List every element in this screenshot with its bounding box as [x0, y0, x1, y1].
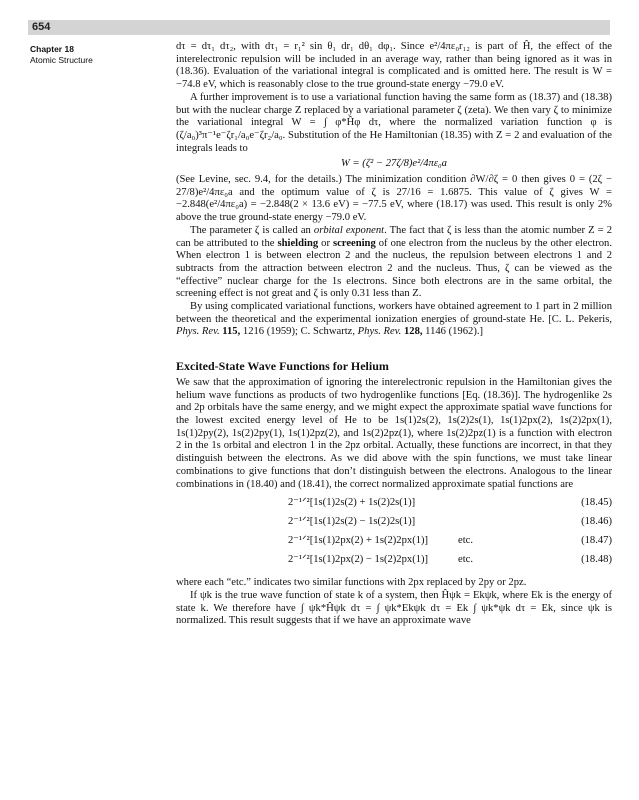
chapter-title: Atomic Structure [30, 55, 93, 65]
journal-ref-1: Phys. Rev. [176, 326, 220, 338]
paragraph-3: (See Levine, sec. 9.4, for the details.) The minimization condition ∂W/∂ζ = 0 then gives 0 = (2ζ − 27/8)e²/4πε₀a and the optimum value of ζ is 27/16 = 1.6875. This value of ζ gives W = −2.848(e²/4πε₀a) = −2.848(2 × 13.6 eV) = −77.5 eV, where (18.17) was used. This result is only 2% above the true ground-state energy −79.0 eV. [176, 174, 612, 224]
page-header-bar [28, 20, 610, 35]
paragraph-1: dτ = dτ₁ dτ₂, with dτ₁ = r₁² sin θ₁ dr₁ dθ₁ dφ₁. Since e²/4πε₀r₁₂ is part of Ĥ, the effect of the interelectronic repulsion will be included in an average way, rather than being ignored as it was in (18.36). Evaluation of the variational integral is complicated and is omitted here. The result is W = −74.8 eV, which is reasonably close to the true ground-state energy −79.0 eV. [176, 41, 612, 91]
equation-expression: 2⁻¹ᐟ²[1s(1)2px(2) + 1s(2)2px(1)] [288, 535, 429, 547]
equation-row [176, 516, 612, 535]
p4-text-b: . The fact that ζ is less than the atomic number Z = 2 can be attributed to the [176, 224, 612, 249]
equation-expression: 2⁻¹ᐟ²[1s(1)2s(2) + 1s(2)2s(1)] [288, 497, 416, 509]
equation-number: (18.46) [581, 516, 612, 528]
paragraph-7: where each “etc.” indicates two similar functions with 2px replaced by 2py or 2pz. [176, 577, 527, 589]
paragraph-5 [176, 301, 612, 339]
equation-block [176, 497, 612, 573]
paragraph-4 [176, 225, 612, 301]
p5-text-b: 1216 (1959); C. Schwartz, [240, 326, 358, 338]
main-text-column [176, 41, 612, 628]
term-shielding: shielding [277, 237, 319, 249]
equation-number: (18.45) [581, 497, 612, 509]
paragraph-8: If ψk is the true wave function of state k of a system, then Ĥψk = Ekψk, where Ek is the energy of state k. We therefore have ∫ ψk*Ĥψk dτ = ∫ ψk*Ekψk dτ = Ek ∫ ψk*ψk dτ = Ek, since ψk is normalized. This result suggests that if we have an approximate wave [176, 589, 612, 627]
paragraph-6: We saw that the approximation of ignoring the interelectronic repulsion in the Hamiltonian gives the helium wave functions as products of two hydrogenlike functions [Eq. (18.36)]. The hydrogenlike 2s and 2p orbitals have the same energy, and we might expect the approximate spatial wave functions for the lowest excited energy level of He to be 1s(1)2s(2), 1s(2)2s(1), 1s(1)2px(2), 1s(2)2px(1), 1s(1)2py(2), 1s(2)2py(1), 1s(1)2pz(2), and 1s(2)2pz(1), where 1s(2)2pz(1) is a function with electron 2 in the 1s orbital and electron 1 in the 2pz orbital. Actually, these functions are incorrect, in that they distinguish between the electrons. As we did above with the spin functions, we must take linear combinations to give functions that don’t distinguish between the electrons. Analogous to the linear combinations in (18.40) and (18.41), the correct normalized approximate spatial functions are [176, 376, 612, 490]
equation-row [176, 535, 612, 554]
term-orbital-exponent: orbital exponent [313, 224, 385, 236]
equation-etc: etc. [458, 535, 473, 547]
equation-number: (18.48) [581, 554, 612, 566]
equation-etc: etc. [458, 554, 473, 566]
equation-expression: 2⁻¹ᐟ²[1s(1)2px(2) − 1s(2)2px(1)] [288, 554, 429, 566]
p5-text-c: 1146 (1962).] [422, 326, 484, 338]
term-screening: screening [332, 237, 376, 249]
equation-expression: 2⁻¹ᐟ²[1s(1)2s(2) − 1s(2)2s(1)] [288, 516, 416, 528]
equation-number: (18.47) [581, 535, 612, 547]
p4-or: or [318, 237, 333, 249]
paragraph-2: A further improvement is to use a variational function having the same form as (18.37) and (18.38) but with the nuclear charge Z replaced by a variational parameter ζ (zeta). We then vary ζ to minimize the variational integral W = ∫ φ*Ĥφ dτ, where the normalized variation function φ is (ζ/a₀)³π⁻¹e⁻ζr₁/a₀e⁻ζr₂/a₀. Substitution of the He Hamiltonian (18.35) with Z = 2 and evaluation of the integrals leads to [176, 91, 612, 154]
section-heading: Excited-State Wave Functions for Helium [176, 359, 389, 374]
p4-text-c: of one electron from the nucleus by the other electron. When electron 1 is between electron 2 and the nucleus, the repulsion between electrons 1 and 2 subtracts from the attraction between electron 2 and the nucleus. Thus, ζ can be viewed as the “effective” nuclear charge for the 1s electrons. Since both electrons are in the same orbital, the screening effect is not great and ζ is only 0.31 less than Z. [176, 237, 612, 300]
volume-ref-1: 115, [222, 326, 241, 338]
p4-text-a: The parameter ζ is called an [190, 224, 314, 236]
chapter-sidebar [30, 44, 160, 66]
page-number: 654 [32, 21, 51, 33]
equation-row [176, 554, 612, 573]
equation-W-zeta: W = (ζ² − 27ζ/8)e²/4πε₀a [341, 158, 447, 170]
p5-text-a: By using complicated variational functions, workers have obtained agreement to 1 part in 2 million between the theoretical and the experimental ionization energies of ground-state He. [C. L. Pekeris, [176, 301, 612, 325]
journal-ref-2: Phys. Rev. [357, 326, 402, 338]
volume-ref-2: 128, [403, 326, 423, 338]
chapter-label: Chapter 18 [30, 44, 74, 54]
equation-row [176, 497, 612, 516]
